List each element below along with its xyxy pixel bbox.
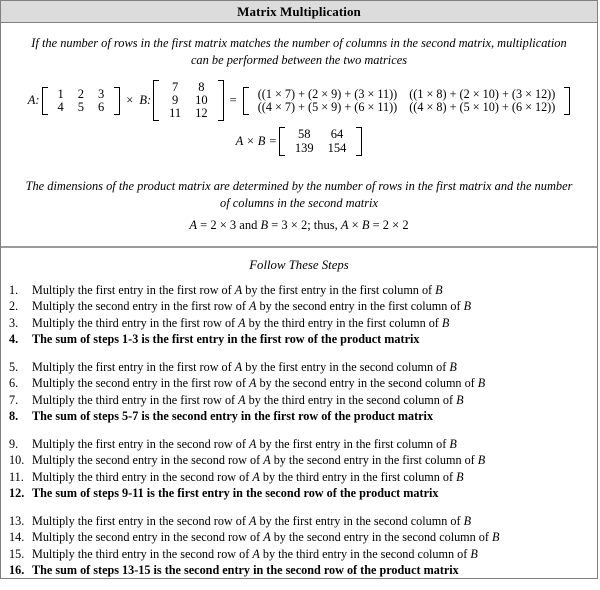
equals-operator: = (229, 93, 237, 108)
matrix-b-label: B: (139, 93, 152, 108)
step-group (1, 282, 597, 348)
step-text: The sum of steps 9-11 is the first entry in the second row of the product matrix (32, 486, 439, 501)
step-item (9, 562, 589, 579)
dimensions-text: The dimensions of the product matrix are determined by the number of rows in the first matrix and the number of columns in the second matrix (25, 178, 573, 210)
step-item (9, 513, 589, 530)
step-text: Multiply the third entry in the first row of A by the third entry in the second column of B (32, 392, 464, 407)
expanded-product-cell: ((1 × 7) + (2 × 9) + (3 × 11)) (257, 86, 398, 101)
matrix-product (279, 127, 363, 155)
dimensions-equation: A = 2 × 3 and B = 3 × 2; thus, A × B = 2 × 2 (189, 217, 409, 232)
steps-panel (1, 248, 597, 590)
step-number: 7. (9, 392, 19, 407)
bracket-right-icon (218, 80, 224, 121)
step-number: 2. (9, 299, 19, 314)
page-title: Matrix Multiplication (237, 3, 361, 19)
step-text: Multiply the second entry in the first row of A by the second entry in the first column of B (32, 299, 472, 314)
step-number: 5. (9, 359, 19, 374)
step-item (9, 408, 589, 425)
step-number: 13. (9, 513, 25, 528)
step-item (9, 298, 589, 315)
step-item (9, 392, 589, 409)
matrix-a-cell: 3 (98, 86, 105, 101)
step-item (9, 529, 589, 546)
matrix-b-cell: 10 (195, 93, 208, 108)
step-text: Multiply the first entry in the first row of A by the first entry in the second column of B (32, 359, 457, 374)
product-cell: 154 (327, 140, 347, 155)
matrix-expansion-equation (1, 80, 597, 121)
expanded-product-grid (249, 87, 565, 115)
step-number: 15. (9, 546, 25, 561)
step-number: 16. (9, 563, 25, 578)
step-item (9, 282, 589, 299)
step-text: The sum of steps 1-3 is the first entry in the first row of the product matrix (32, 332, 420, 347)
matrix-a-cell: 2 (77, 86, 84, 101)
matrix-a-grid (48, 87, 115, 115)
step-number: 8. (9, 409, 19, 424)
bracket-right-icon (564, 87, 570, 115)
step-number: 11. (9, 469, 24, 484)
matrix-a-cell: 6 (98, 99, 105, 114)
bracket-right-icon (114, 87, 120, 115)
matrix-a-cell: 5 (77, 99, 84, 114)
step-text: Multiply the first entry in the first row of A by the first entry in the first column of B (32, 282, 443, 297)
step-text: Multiply the first entry in the second row of A by the first entry in the first column of B (32, 436, 457, 451)
step-text: The sum of steps 5-7 is the second entry in the first row of the product matrix (32, 409, 434, 424)
step-number: 10. (9, 453, 25, 468)
step-text: Multiply the third entry in the second row of A by the third entry in the second column of B (32, 546, 478, 561)
bracket-right-icon (356, 127, 362, 155)
step-number: 1. (9, 282, 19, 297)
product-cell: 58 (298, 127, 311, 142)
step-text: Multiply the third entry in the first row of A by the third entry in the first column of B (32, 315, 450, 330)
explanation-panel (1, 23, 597, 248)
step-text: Multiply the first entry in the second row of A by the first entry in the second column of B (32, 513, 472, 528)
step-number: 14. (9, 530, 25, 545)
matrix-a (42, 87, 121, 115)
matrix-a-label: A: (27, 93, 40, 108)
expanded-product-cell: ((4 × 8) + (5 × 10) + (6 × 12)) (409, 99, 556, 114)
step-text: The sum of steps 13-15 is the second entry in the second row of the product matrix (32, 563, 459, 578)
product-result-equation (1, 127, 597, 155)
step-group (1, 436, 597, 502)
step-text: Multiply the third entry in the second row of A by the third entry in the first column of B (32, 469, 464, 484)
matrix-b-grid (159, 80, 218, 121)
step-number: 4. (9, 332, 19, 347)
matrix-b-cell: 12 (195, 106, 208, 121)
step-number: 12. (9, 486, 25, 501)
matrix-a-cell: 4 (57, 99, 64, 114)
step-item (9, 359, 589, 376)
matrix-b-cell: 11 (169, 106, 182, 121)
step-group (1, 359, 597, 425)
step-item (9, 315, 589, 332)
matrix-b (153, 80, 224, 121)
step-number: 6. (9, 376, 19, 391)
product-matrix-grid (285, 127, 357, 155)
matrix-expanded-product (243, 87, 571, 115)
steps-heading: Follow These Steps (249, 257, 349, 272)
intro-text: If the number of rows in the first matrix matches the number of columns in the second matrix, multiplication can be performed between the two matrices (31, 36, 567, 67)
step-number: 9. (9, 436, 19, 451)
step-text: Multiply the second entry in the first row of A by the second entry in the second column of B (32, 376, 486, 391)
step-item (9, 452, 589, 469)
step-item (9, 485, 589, 502)
step-text: Multiply the second entry in the second row of A by the second entry in the second column of B (32, 530, 500, 545)
multiply-operator: × (126, 93, 134, 108)
product-cell: 139 (294, 140, 314, 155)
product-label: A × B = (235, 134, 277, 148)
product-cell: 64 (330, 127, 344, 142)
step-item (9, 546, 589, 563)
matrix-a-cell: 1 (57, 86, 64, 101)
title-bar (1, 1, 597, 23)
steps-list (1, 282, 597, 579)
step-item (9, 469, 589, 486)
expanded-product-cell: ((4 × 7) + (5 × 9) + (6 × 11)) (257, 99, 398, 114)
matrix-b-cell: 8 (198, 80, 205, 94)
step-item (9, 331, 589, 348)
matrix-b-cell: 7 (172, 80, 179, 94)
step-item (9, 436, 589, 453)
step-group (1, 513, 597, 579)
step-number: 3. (9, 315, 19, 330)
step-item (9, 375, 589, 392)
step-text: Multiply the second entry in the second row of A by the second entry in the first column of B (32, 453, 486, 468)
expanded-product-cell: ((1 × 8) + (2 × 10) + (3 × 12)) (409, 86, 556, 101)
matrix-b-cell: 9 (172, 93, 179, 108)
